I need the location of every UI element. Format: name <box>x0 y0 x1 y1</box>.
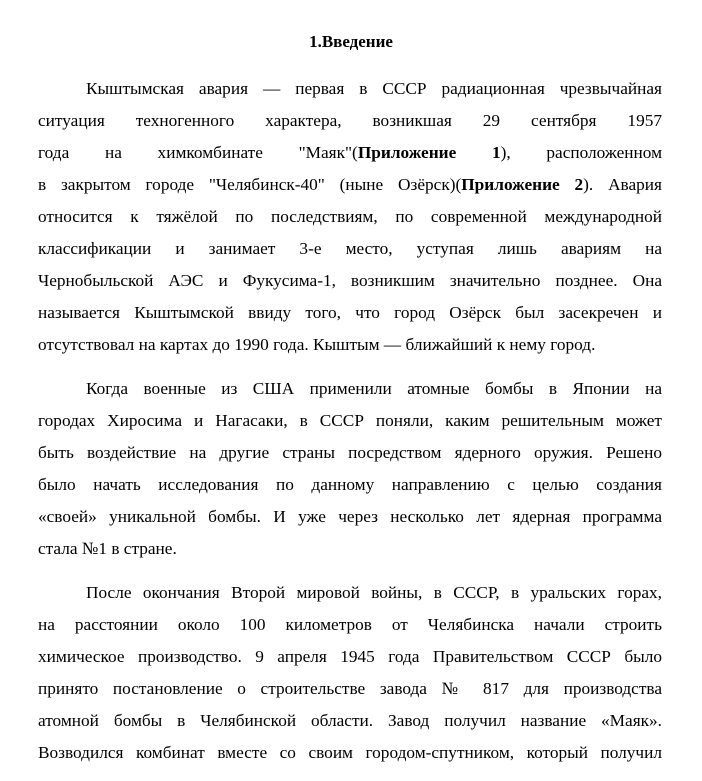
text-line <box>38 437 662 469</box>
bold-reference: Приложение 2 <box>461 175 584 194</box>
text-segment: Чернобыльской АЭС и Фукусима-1, возникшим значительно позднее. Она <box>38 271 662 290</box>
text-line <box>38 609 662 641</box>
text-segment: «своей» уникальной бомбы. И уже через несколько лет ядерная программа <box>38 507 662 526</box>
text-line <box>38 201 662 233</box>
text-segment: принято постановление о строительстве завода № 817 для производства <box>38 679 662 698</box>
text-line <box>38 297 662 329</box>
text-segment: атомной бомбы в Челябинской области. Завод получил название «Маяк». <box>38 711 662 730</box>
text-segment: быть воздействие на другие страны посредством ядерного оружия. Решено <box>38 443 662 462</box>
text-segment: ситуация техногенного характера, возникшая 29 сентября 1957 <box>38 111 662 130</box>
text-segment: отсутствовал на картах до 1990 года. Кыштым — ближайший к нему город. <box>38 335 596 354</box>
text-line <box>38 405 662 437</box>
text-line <box>38 137 662 169</box>
text-line <box>38 469 662 501</box>
text-line <box>38 737 662 769</box>
text-line <box>38 501 662 533</box>
text-segment: года на химкомбинате "Маяк"( <box>38 143 358 162</box>
text-segment: называется Кыштымской ввиду того, что город Озёрск был засекречен и <box>38 303 662 322</box>
text-segment: ). Авария <box>583 175 662 194</box>
text-line <box>38 73 662 105</box>
document-body <box>38 73 662 781</box>
paragraph <box>38 373 662 565</box>
text-segment: классификации и занимает 3-е место, уступая лишь авариям на <box>38 239 662 258</box>
text-segment: ), расположенном <box>500 143 663 162</box>
text-segment: на расстоянии около 100 километров от Челябинска начали строить <box>38 615 662 634</box>
text-segment: После окончания Второй мировой войны, в СССР, в уральских горах, <box>86 583 662 602</box>
text-segment: было начать исследования по данному направлению с целью создания <box>38 475 662 494</box>
text-segment: Кыштымская авария — первая в СССР радиационная чрезвычайная <box>86 79 662 98</box>
text-segment: относится к тяжёлой по последствиям, по современной международной <box>38 207 662 226</box>
text-line <box>38 169 662 201</box>
text-line <box>38 373 662 405</box>
text-line <box>38 265 662 297</box>
text-line <box>38 641 662 673</box>
text-segment: стала №1 в стране. <box>38 539 177 558</box>
text-line <box>38 533 662 565</box>
text-segment: химическое производство. 9 апреля 1945 года Правительством СССР было <box>38 647 662 666</box>
text-line <box>38 329 662 361</box>
paragraph <box>38 73 662 361</box>
bold-reference: Приложение 1 <box>357 143 501 162</box>
text-line <box>38 673 662 705</box>
text-segment: Возводился комбинат вместе со своим городом-спутником, который получил <box>38 743 662 762</box>
text-segment: в закрытом городе "Челябинск-40" (ныне Озёрск)( <box>38 175 462 194</box>
paragraph <box>38 577 662 769</box>
text-segment: городах Хиросима и Нагасаки, в СССР поняли, каким решительным может <box>38 411 662 430</box>
text-line <box>38 577 662 609</box>
text-line <box>38 233 662 265</box>
text-line <box>38 705 662 737</box>
text-line <box>38 105 662 137</box>
text-segment: Когда военные из США применили атомные бомбы в Японии на <box>86 379 662 398</box>
section-title: 1.Введение <box>309 32 393 51</box>
